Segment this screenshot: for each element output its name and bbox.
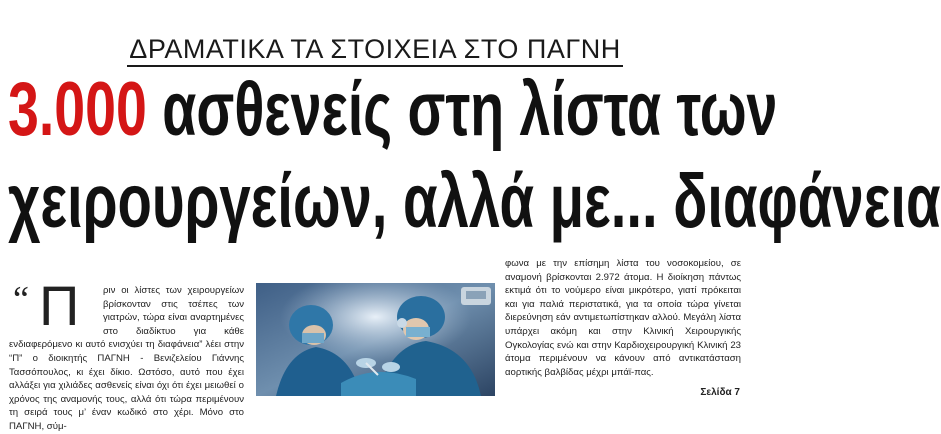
- headline-line-1-text: ασθενείς στη λίστα των: [162, 67, 778, 152]
- kicker-text: ΔΡΑΜΑΤΙΚΑ ΤΑ ΣΤΟΙΧΕΙΑ ΣΤΟ ΠΑΓΝΗ: [127, 34, 622, 67]
- article-column-2: [505, 257, 741, 379]
- dropcap-block: [9, 274, 99, 338]
- kicker-heading: [0, 34, 750, 65]
- article-column-2-text: φωνα με την επίσημη λίστα του νοσοκομείου, σε αναμονή βρίσκονται 2.972 άτομα. Η διοίκηση πάντως εκτιμά ότι το νούμερο είναι μικρότερο, γιατί πρόκειται και για παλιά περιστατικά, για τα οποία τώρα γίνεται διερεύνηση εάν αντιμετωπίστηκαν αλλού. Μεγάλη λίστα υπάρχει ακόμη και στην Κλινική Χειρουργικής Ογκολογίας ενώ και στην Καρδιοχειρουργική Κλινική 23 άτομα περιμένουν να κάνουν από αντικατάσταση αορτικής βαλβίδας μέχρι μπάϊ-πας.: [505, 258, 741, 378]
- headline-line-1: [8, 67, 778, 152]
- page-reference: Σελίδα 7: [700, 387, 740, 398]
- headline-line-2: [8, 159, 941, 244]
- article-column-1: [9, 274, 244, 434]
- article-intro-text: ριν οι λίστες των χειρουργείων βρίσκονταν στις τσέπες των γιατρών, τώρα είναι αναρτημένες στο διαδίκτυο για κάθε ενδιαφερόμενο κι αυτό ενισχύει τη διαφάνεια” λέει στην “Π” ο διοικητής ΠΑΓΝΗ: [9, 285, 244, 364]
- headline-number: 3.000: [8, 67, 147, 152]
- opening-quote-mark: “: [13, 279, 29, 319]
- headline-line-2-text: χειρουργείων, αλλά με... διαφάνεια: [8, 159, 941, 244]
- surgery-photo: [256, 283, 495, 396]
- surgery-photo-illustration: [256, 283, 495, 396]
- dropcap-letter: Π: [39, 274, 80, 337]
- article-column-1-text: - Βενιζελείου Γιάννης Τασσόπουλος, κι έχει δίκιο. Ωστόσο, αυτό που έχει αλλάξει για χιλιάδες ασθενείς είναι όχι ότι έχει μειωθεί ο χρόνος της αναμονής τους, αλλά ότι τώρα περιμένουν τη σειρά τους μ’ έναν κωδικό στο χέρι. Μόνο στο ΠΑΓΝΗ, σύμ-: [9, 352, 244, 432]
